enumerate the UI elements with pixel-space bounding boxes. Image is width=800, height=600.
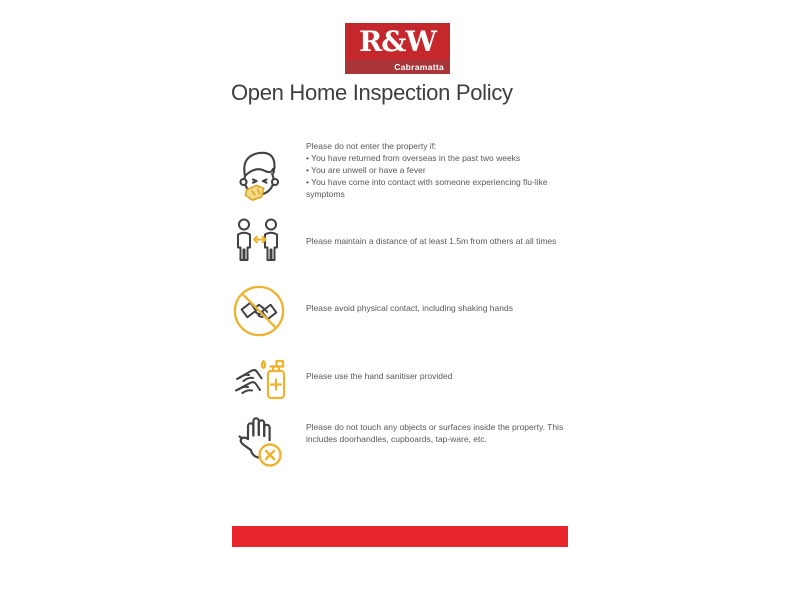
rule-line: includes doorhandles, cupboards, tap-ware, etc. xyxy=(306,434,487,444)
rule-line: • You have come into contact with someone experiencing flu-like xyxy=(306,177,548,187)
rule-line: Please do not touch any objects or surfaces inside the property. This xyxy=(306,422,564,432)
social-distance-icon xyxy=(233,218,287,264)
hand-sanitiser-icon xyxy=(231,352,289,404)
rule-no-contact xyxy=(306,302,513,314)
rule-sanitiser xyxy=(306,370,452,382)
page-title: Open Home Inspection Policy xyxy=(231,80,513,105)
rule-do-not-touch xyxy=(306,421,563,445)
no-handshake-icon xyxy=(232,284,286,338)
rule-distance xyxy=(306,235,556,247)
do-not-touch-icon xyxy=(235,412,285,468)
rule-line: Please do not enter the property if: xyxy=(306,141,437,151)
rw-logo xyxy=(345,23,450,74)
rule-line: Please maintain a distance of at least 1.5m from others at all times xyxy=(306,236,557,246)
rule-do-not-enter xyxy=(306,140,548,200)
rw-logo-brand: R&W xyxy=(345,23,450,60)
rule-line: Please use the hand sanitiser provided xyxy=(306,371,453,381)
rw-logo-location: Cabramatta xyxy=(345,60,450,74)
rule-line: • You have returned from overseas in the past two weeks xyxy=(306,153,521,163)
sneezing-person-icon xyxy=(234,145,284,205)
footer-red-bar xyxy=(232,526,568,547)
rule-line: symptoms xyxy=(306,189,345,199)
rule-line: • You are unwell or have a fever xyxy=(306,165,426,175)
rule-line: Please avoid physical contact, including shaking hands xyxy=(306,303,513,313)
